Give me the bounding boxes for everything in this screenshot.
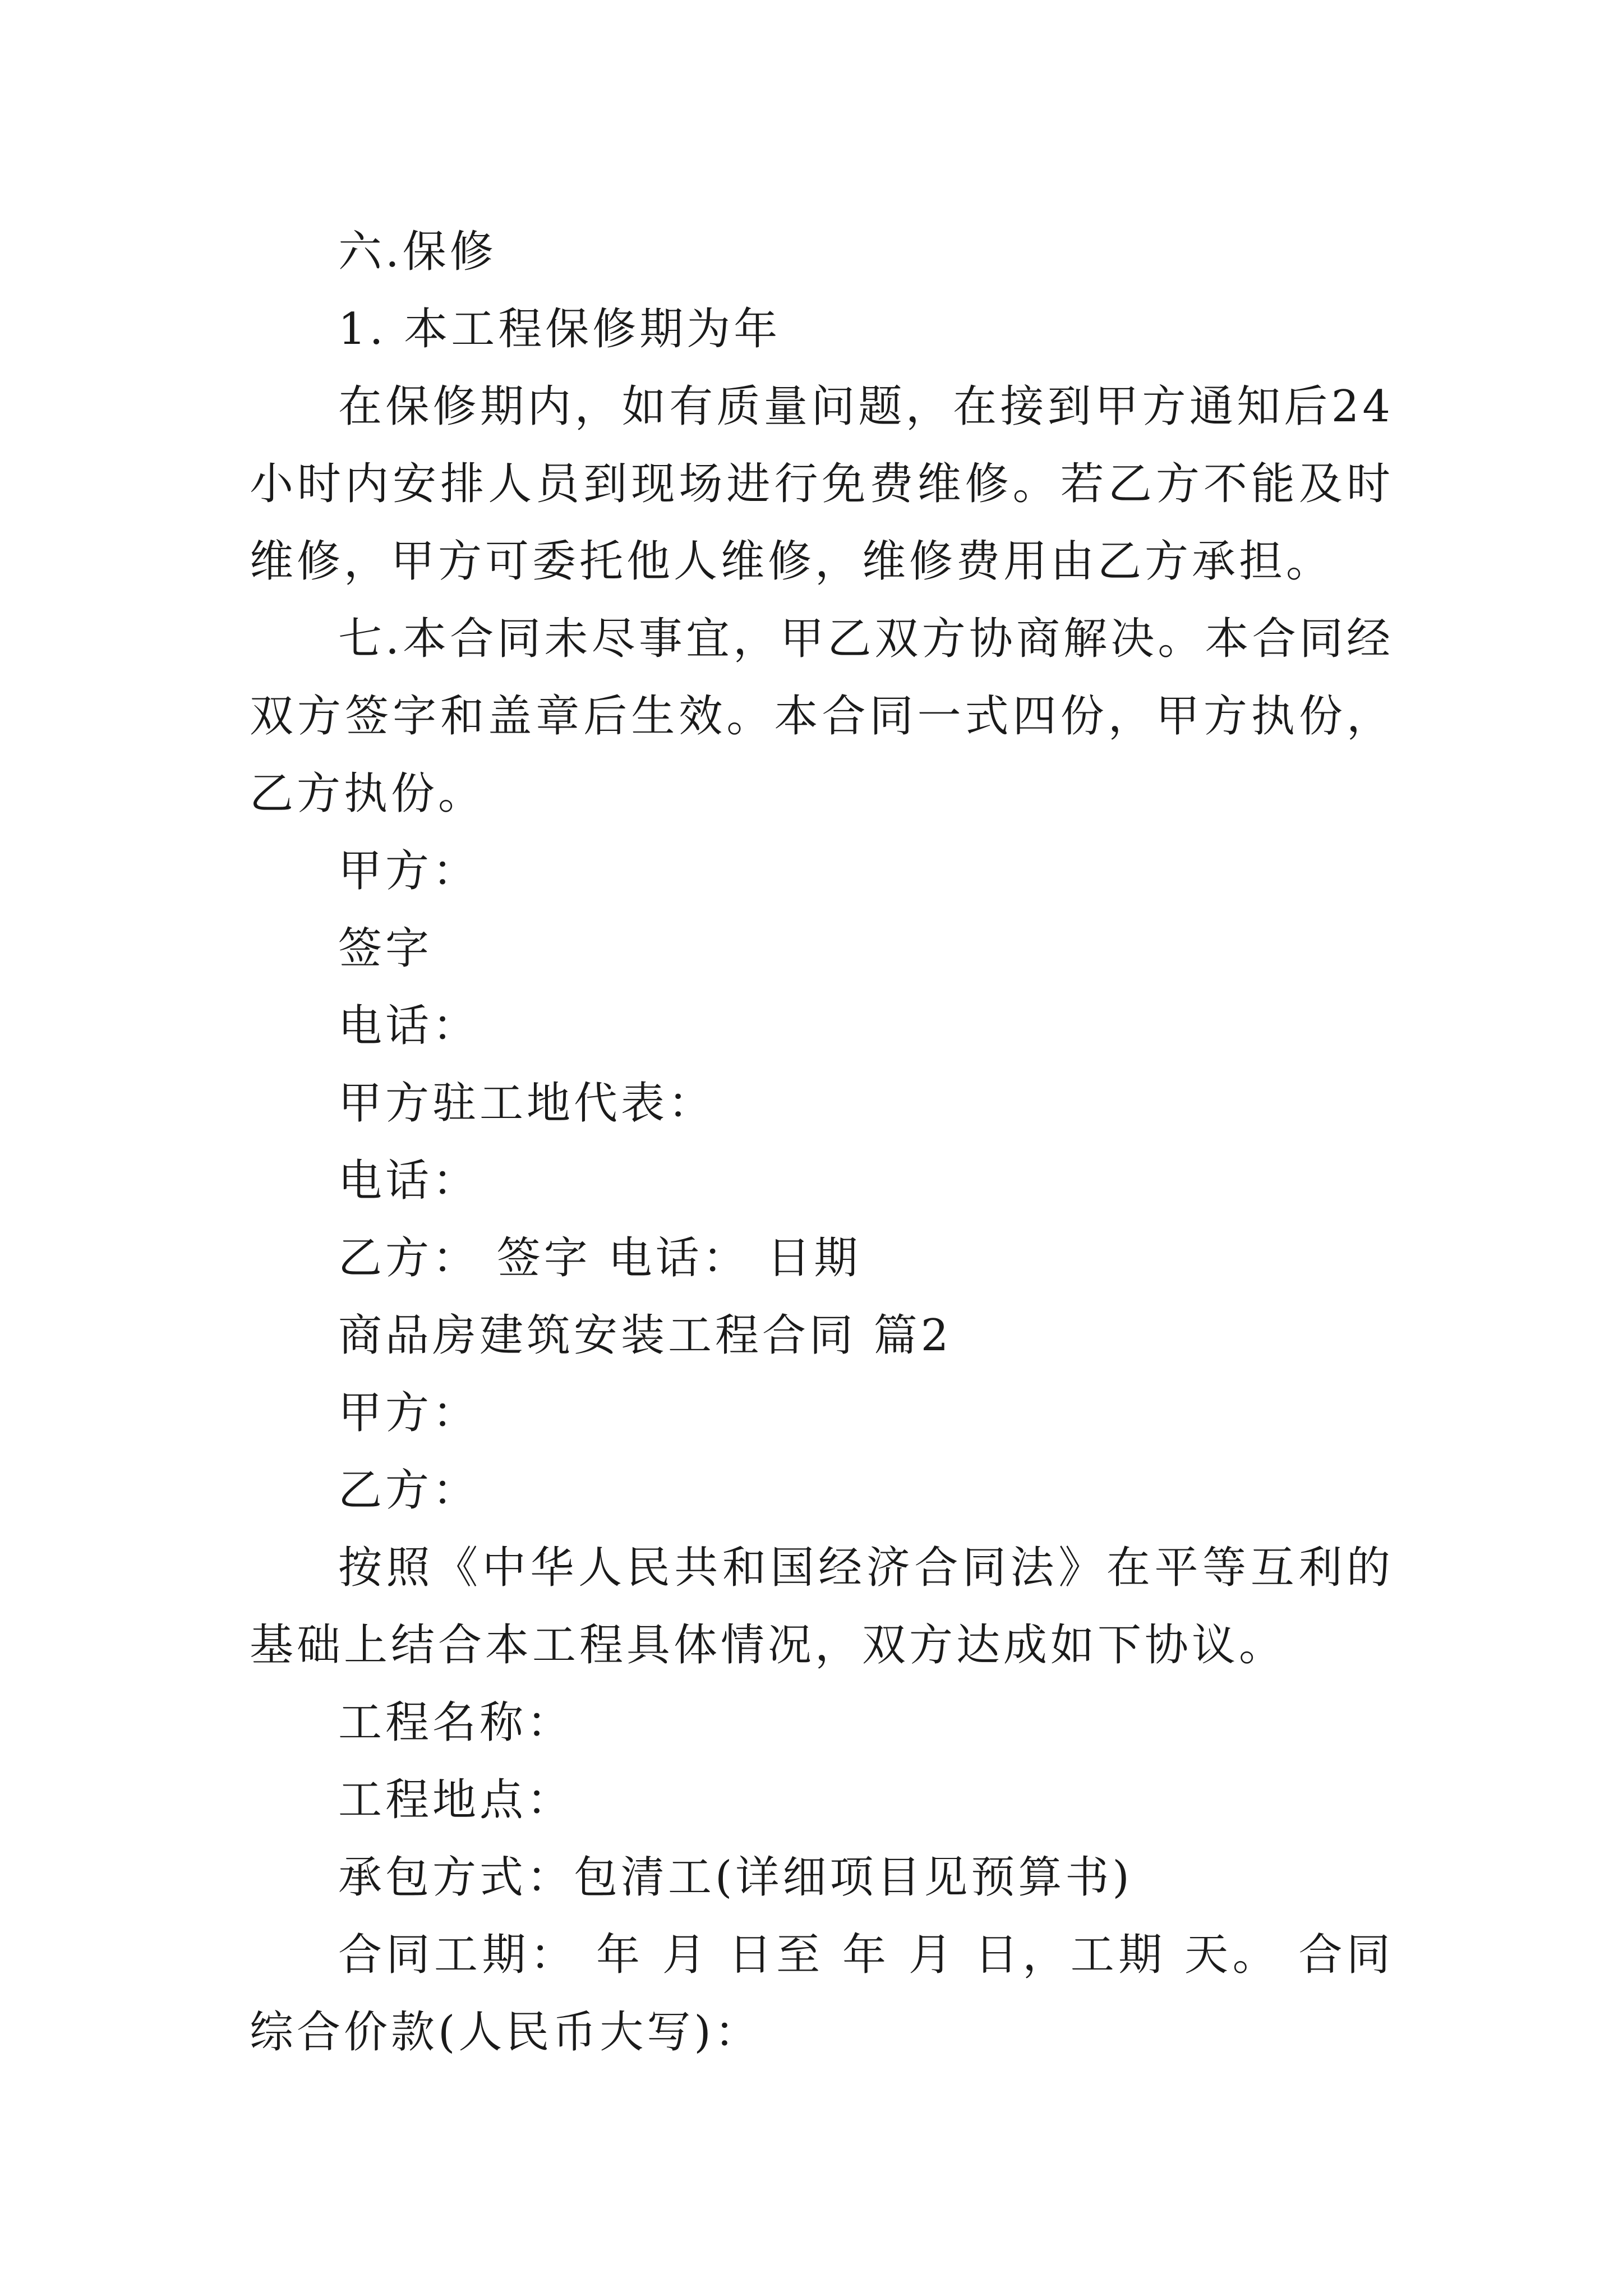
party-a-site-rep-label: 甲方驻工地代表： [338,1078,716,1129]
contract-2-party-a: 甲方： [338,1388,480,1438]
section-seven-clause: 七.本合同未尽事宜，甲乙双方协商解决。本合同经双方签字和盖章后生效。本合同一式四份，甲方执份，乙方执份。 [250,614,1394,819]
phone-label: 电话： [338,1001,480,1051]
phone-label-2: 电话： [338,1156,480,1206]
party-b-sign-line: 乙方： 签字 电话： 日期 [338,1233,861,1283]
project-location-label: 工程地点： [338,1775,574,1825]
warranty-repair-clause: 在保修期内，如有质量问题，在接到甲方通知后24小时内安排人员到现场进行免费维修。若乙方不能及时维修，甲方可委托他人维修，维修费用由乙方承担。 [250,381,1394,587]
warranty-period-clause: 1. 本工程保修期为年 [338,304,781,355]
contract-2-preamble: 按照《中华人民共和国经济合同法》在平等互利的基础上结合本工程具体情况，双方达成如下协议。 [250,1543,1394,1671]
section-heading-warranty: 六.保修 [338,227,497,277]
contract-2-title: 商品房建筑安装工程合同 篇2 [338,1310,952,1361]
contract-2-party-b: 乙方： [338,1465,480,1516]
signature-label: 签字 [338,923,433,974]
contract-period-line: 合同工期： 年 月 日至 年 月 日，工期 天。 合同综合价款(人民币大写)： [250,1930,1394,2058]
document-body [250,213,1394,2071]
contracting-method-line: 承包方式：包清工(详细项目见预算书) [338,1852,1133,1903]
project-name-label: 工程名称： [338,1697,574,1748]
party-a-label: 甲方： [338,846,480,896]
